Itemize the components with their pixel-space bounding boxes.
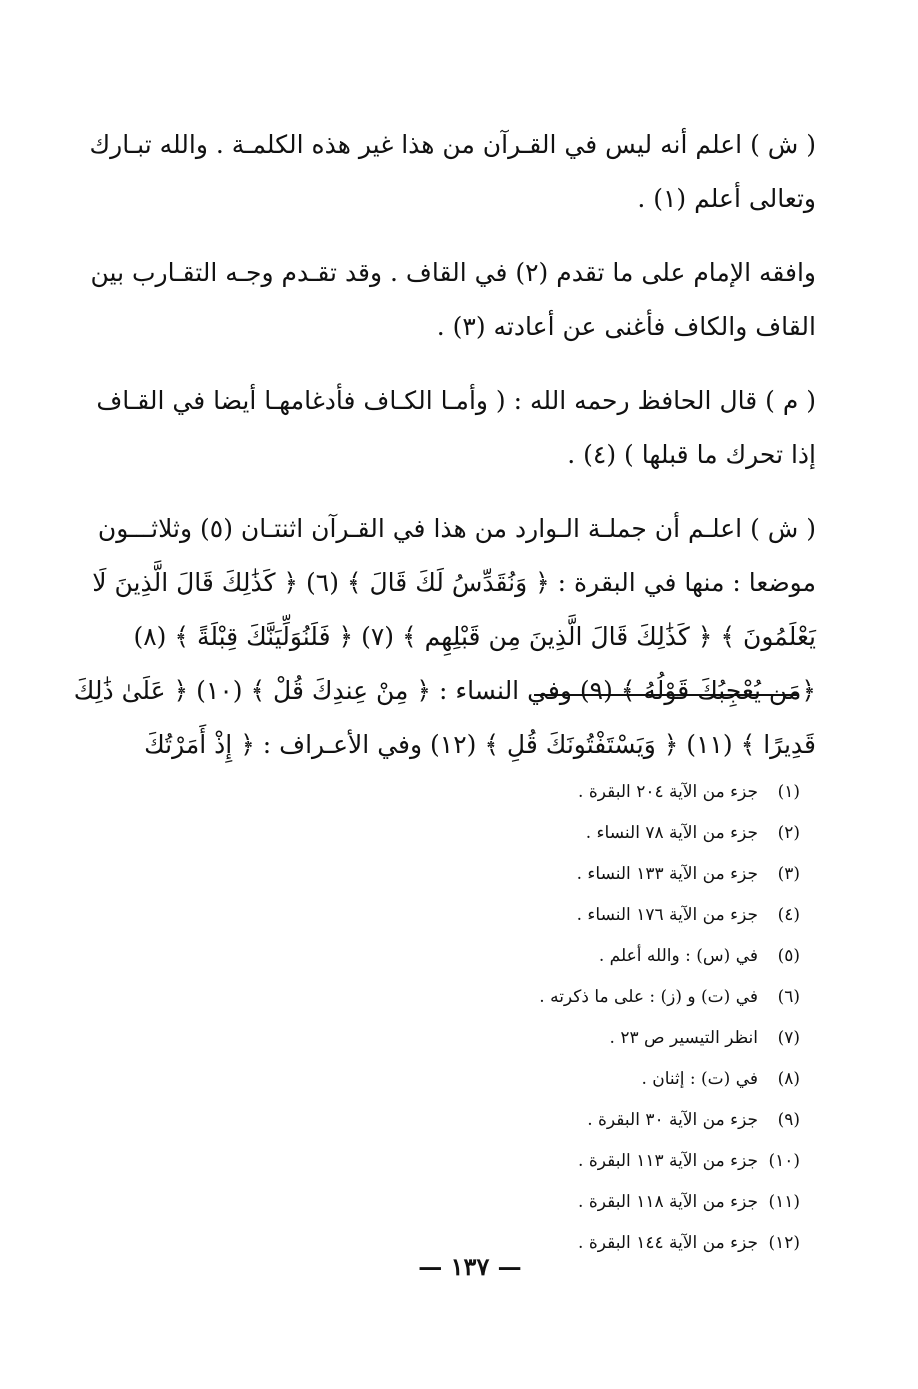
footnote-text: جزء من الآية ١١٨ البقرة .: [578, 1192, 758, 1212]
footnote: [460, 854, 800, 895]
footnote-number: (٥): [777, 946, 800, 966]
text-line: قَدِيرًا ﴾ (١١) ﴿ وَيَسْتَفْتُونَكَ قُلِ ﴾ (١٢) وفي الأعـراف : ﴿ إِذْ أَمَرْتُكَ: [144, 730, 816, 759]
page-number: — ١٣٧ —: [418, 1252, 522, 1281]
footnote-number: (٩): [777, 1110, 800, 1130]
text-line: موضعا : منها في البقرة : ﴿ وَنُقَدِّسُ لَكَ قَالَ ﴾ (٦) ﴿ كَذَٰلِكَ قَالَ الَّذِينَ لَا: [92, 568, 816, 597]
footnote: [460, 977, 800, 1018]
footnote: [460, 813, 800, 854]
text-line: ( م ) قال الحافظ رحمه الله : ( وأمـا الكـاف فأدغامهـا أيضا في القـاف: [96, 386, 816, 415]
text-line: يَعْلَمُونَ ﴾ ﴿ كَذَٰلِكَ قَالَ الَّذِينَ مِن قَبْلِهِم ﴾ (٧) ﴿ فَلَنُوَلِّيَنَّكَ قِبْلَةً ﴾ (٨): [133, 622, 816, 651]
footnote-number: (١): [777, 782, 800, 802]
footnote: [460, 1100, 800, 1141]
footnote-text: في (ت) و (ز) : على ما ذكرته .: [539, 987, 758, 1007]
footnotes-list: [460, 772, 800, 1264]
text-line: إذا تحرك ما قبلها ) (٤) .: [567, 440, 816, 469]
main-text: [73, 118, 816, 792]
footnote: [460, 1182, 800, 1223]
text-line: وافقه الإمام على ما تقدم (٢) في القاف . وقد تقـدم وجـه التقـارب بين: [90, 258, 816, 287]
footnote-number: (١١): [768, 1192, 800, 1212]
footnote-text: جزء من الآية ٣٠ البقرة .: [587, 1110, 758, 1130]
footnote-text: انظر التيسير ص ٢٣ .: [609, 1028, 758, 1048]
footnote-number: (٧): [777, 1028, 800, 1048]
footnote-number: (٦): [777, 987, 800, 1007]
footnote: [460, 772, 800, 813]
footnote: [460, 1141, 800, 1182]
footnote: [460, 895, 800, 936]
footnote-text: في (س) : والله أعلم .: [598, 946, 758, 966]
paragraph-1: [89, 118, 816, 226]
footnote-number: (٨): [777, 1069, 800, 1089]
text-line: ( ش ) اعلم أنه ليس في القـرآن من هذا غير هذه الكلمـة . والله تبـارك: [89, 130, 816, 159]
text-line: القاف والكاف فأغنى عن أعادته (٣) .: [436, 312, 816, 341]
footnote-number: (٢): [777, 823, 800, 843]
footnote-text: جزء من الآية ٢٠٤ البقرة .: [578, 782, 758, 802]
text-line: ﴿مَن يُعْجِبُكَ قَوْلُهُ ﴾ (٩) وفي النساء : ﴿ مِنْ عِندِكَ قُلْ ﴾ (١٠) ﴿ عَلَىٰ ذَٰلِكَ: [73, 676, 816, 705]
footnote-number: (٣): [777, 864, 800, 884]
paragraph-2: [90, 246, 816, 354]
footnote: [460, 1018, 800, 1059]
footnote-number: (١٠): [768, 1151, 800, 1171]
footnote-text: في (ت) : إثنان .: [641, 1069, 758, 1089]
footnote-text: جزء من الآية ١١٣ البقرة .: [578, 1151, 758, 1171]
footnote-text: جزء من الآية ٧٨ النساء .: [585, 823, 758, 843]
footnote-number: (٤): [777, 905, 800, 925]
footnote: [460, 1059, 800, 1100]
text-line: ( ش ) اعلـم أن جملـة الـوارد من هذا في القـرآن اثنتـان (٥) وثلاثـــون: [97, 514, 816, 543]
footnote-text: جزء من الآية ١٤٤ البقرة .: [578, 1233, 758, 1253]
footnote-divider: [534, 694, 798, 696]
paragraph-3: [96, 374, 816, 482]
footnote: [460, 936, 800, 977]
footnote-text: جزء من الآية ١٧٦ النساء .: [576, 905, 758, 925]
text-line: وتعالى أعلم (١) .: [637, 184, 816, 213]
footnote-number: (١٢): [768, 1233, 800, 1253]
footnote-text: جزء من الآية ١٣٣ النساء .: [576, 864, 758, 884]
paragraph-4: [73, 502, 816, 772]
